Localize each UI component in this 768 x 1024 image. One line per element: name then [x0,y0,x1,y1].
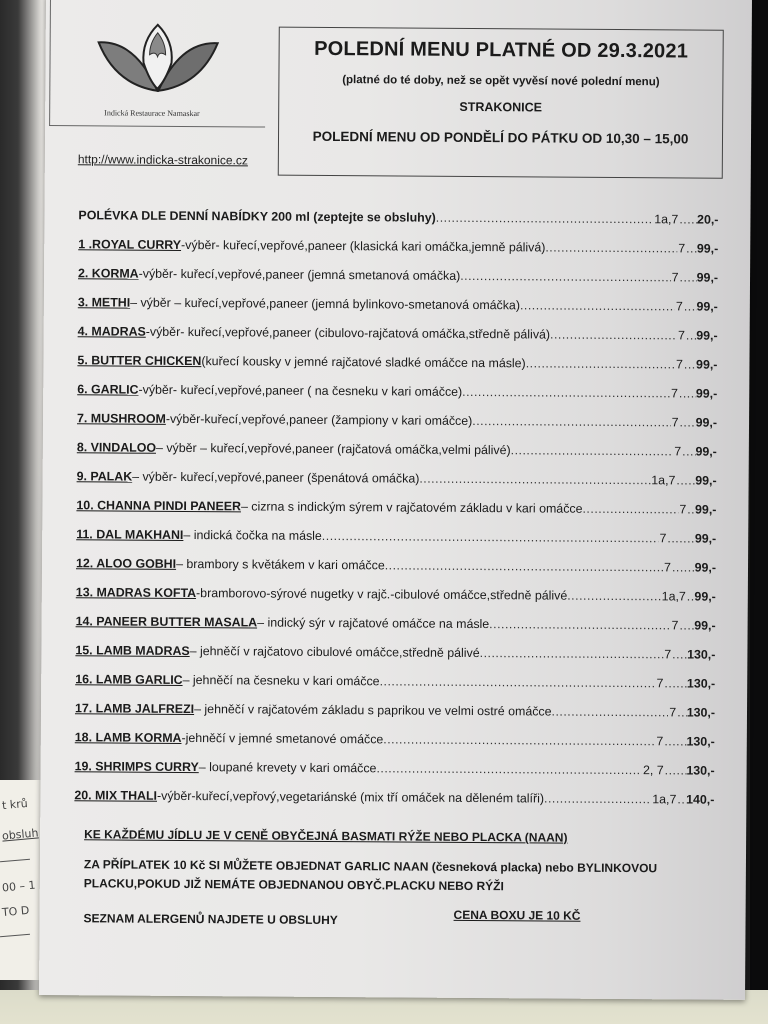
background-sheet-rule [0,934,30,938]
leader-dots [520,298,675,313]
extra-naan-line-2: PLACKU,POKUD JIŽ NEMÁTE OBJEDNANOU OBYČ.PLACKU NEBO RÝŽI [83,876,504,894]
leader-dots [686,241,697,255]
leader-dots [380,674,656,690]
item-allergens: 7 [656,734,664,749]
leader-dots [582,502,678,517]
background-sheet-rule [0,859,30,863]
item-description: -bramborovo-sýrové nugetky v rajč.-cibulové omáčce,středně pálivé [196,586,568,603]
leader-dots [679,415,695,429]
leader-dots [667,531,695,545]
leader-dots [665,763,687,777]
item-price: 99,- [696,328,718,343]
menu-item [75,701,715,723]
leader-dots [511,443,674,458]
item-price: 130,- [686,734,715,749]
menu-item [75,672,715,694]
rice-note: KE KAŽDÉMU JÍDLU JE V CENĚ OBYČEJNÁ BASMATI RÝŽE NEBO PLACKA (NAAN) [84,827,568,845]
leader-dots [419,472,650,488]
item-allergens: 1a,7 [661,589,686,604]
leader-dots [672,647,687,661]
item-name: 4. MADRAS [77,324,146,339]
city-label: STRAKONICE [459,99,543,115]
menu-item [75,643,715,665]
leader-dots [687,502,695,516]
item-name: 15. LAMB MADRAS [75,643,190,659]
item-description: -výběr-kuřecí,vepřové,paneer (žampiony v kari omáčce) [165,411,473,428]
item-price: 99,- [694,589,716,604]
item-price: 99,- [696,357,718,372]
item-description: – indický sýr v rajčatové omáčce na másle [257,615,490,632]
item-price: 99,- [695,502,717,517]
leader-dots [686,328,696,342]
item-allergens: 7 [669,705,677,720]
leader-dots [682,444,695,458]
validity-note: (platné do té doby, než se opět vyvěsí nové polední menu) [342,74,660,89]
menu-item [76,556,716,578]
item-allergens: 7 [659,531,667,546]
item-name: 20. MIX THALI [74,788,158,803]
leader-dots [664,676,687,690]
leader-dots [664,734,686,748]
leader-dots [436,211,654,227]
item-description: -výběr- kuřecí,vepřové,paneer (klasická kari omáčka,jemně pálivá) [181,237,546,255]
item-name: 18. LAMB KORMA [74,730,182,745]
background-sheet-text: 00 – 1 [1,878,37,895]
item-price: 130,- [686,676,716,691]
background-dark-right [750,0,768,1000]
leader-dots [462,385,670,400]
item-allergens: 1a,7 [654,212,679,227]
item-price: 99,- [694,618,716,633]
item-description: -výběr-kuřecí,vepřový,vegetariánské (mix tří omáček na děleném talíři) [156,788,545,806]
item-description: – výběr – kuřecí,vepřové,paneer (rajčatová omáčka,velmi pálivé) [155,440,511,458]
item-name: 19. SHRIMPS CURRY [74,759,199,775]
item-description: – jehněčí na česneku v kari omáčce [182,672,380,689]
item-allergens: 7 [671,415,679,430]
item-price: 99,- [696,241,719,256]
item-description: – jehněčí v rajčatovo cibulové omáčce,středně pálivé [189,644,480,661]
menu-item [75,730,715,752]
item-name: 6. GARLIC [77,382,139,397]
menu-item [78,295,718,317]
item-name: 16. LAMB GARLIC [75,672,183,687]
item-price: 130,- [687,647,716,662]
leader-dots [677,792,686,806]
item-name: 17. LAMB JALFREZI [74,701,195,717]
menu-item [77,411,717,433]
menu-item [77,353,717,375]
background-sheet-text: t krů [1,796,29,813]
item-allergens: 7 [671,618,679,633]
leader-dots [545,240,677,255]
leader-dots [679,212,697,226]
item-name: 1 .ROYAL CURRY [78,237,182,252]
item-allergens: 7 [656,676,664,691]
menu-item [75,759,715,781]
menu-sheet [39,0,752,1000]
item-description: – výběr- kuřecí,vepřové,paneer (špenátová omáčka) [132,469,420,486]
leader-dots [567,589,661,604]
item-price: 99,- [695,415,718,430]
item-allergens: 7 [664,647,672,662]
leader-dots [383,732,655,748]
item-price: 99,- [696,270,719,285]
item-name: 12. ALOO GOBHI [75,556,177,571]
background-sheet-text: TO D [1,903,30,920]
logo-caption: Indická Restaurace Namaskar [104,108,200,119]
item-name: 13. MADRAS KOFTA [75,585,197,601]
leader-dots [544,791,651,806]
leader-dots [550,328,677,343]
leader-dots [679,270,696,284]
menu-list [74,208,719,807]
leader-dots [676,473,695,487]
logo-block [49,0,266,128]
soup-row [78,208,718,230]
item-allergens: 7 [679,502,687,517]
box-price-note: CENA BOXU JE 10 KČ [453,907,581,923]
extra-naan-line-1: ZA PŘÍPLATEK 10 Kč SI MŮŽETE OBJEDNAT GARLIC NAAN (česneková placka) nebo BYLINKOVOU [83,857,658,876]
item-description: (kuřecí kousky v jemné rajčatové sladké omáčce na másle) [201,354,526,371]
leader-dots [376,761,642,777]
item-price: 99,- [695,444,717,459]
item-name: 2. KORMA [78,266,139,281]
item-price: 130,- [686,763,715,778]
footer-notes [84,827,705,927]
menu-item [78,324,718,346]
extra-naan-note [84,855,704,897]
menu-item [77,469,717,491]
item-price: 99,- [696,299,718,314]
item-name: 5. BUTTER CHICKEN [77,353,202,369]
leader-dots [322,529,659,545]
item-allergens: 7 [678,241,686,256]
item-name: 3. METHI [77,295,131,310]
allergens-note: SEZNAM ALERGENŮ NAJDETE U OBSLUHY [83,911,338,928]
leader-dots [687,589,695,603]
item-allergens: 7 [671,270,679,285]
leader-dots [672,560,695,574]
item-description: – brambory s květákem v kari omáčce [176,556,385,573]
item-description: -výběr- kuřecí,vepřové,paneer (cibulovo-rajčatová omáčka,středně pálivá) [145,324,551,342]
website-link[interactable]: http://www.indicka-strakonice.cz [77,152,248,168]
lotus-icon [95,22,220,93]
item-allergens: 7 [677,328,685,343]
leader-dots [480,646,664,661]
leader-dots [526,356,675,371]
menu-item [77,440,717,462]
menu-item [78,237,718,259]
item-name: 11. DAL MAKHANI [76,527,184,542]
item-price: 99,- [695,473,717,488]
page-title: POLEDNÍ MENU PLATNÉ OD 29.3.2021 [314,37,689,63]
leader-dots [489,617,670,632]
item-description: – indická čočka na másle [183,527,322,543]
item-description: – cizrna s indickým sýrem v rajčatovém základu v kari omáčce [240,499,583,516]
item-description: -jehněčí v jemné smetanové omáčce [181,730,384,747]
item-name: 14. PANEER BUTTER MASALA [75,614,258,630]
item-allergens: 7 [675,357,683,372]
menu-item [76,498,716,520]
background-sheet-text: obsluh [1,826,39,843]
item-allergens: 7 [670,386,678,401]
item-allergens: 7 [675,299,683,314]
item-description: -výběr- kuřecí,vepřové,paneer (jemná smetanová omáčka) [138,266,461,283]
item-name: 10. CHANNA PINDI PANEER [76,498,242,514]
item-allergens: 7 [664,560,672,575]
item-allergens: 1a,7 [652,792,677,807]
leader-dots [679,386,696,400]
leader-dots [677,705,687,719]
item-allergens: 2, 7 [642,763,664,778]
item-price: 140,- [686,792,715,807]
item-description: -výběr- kuřecí,vepřové,paneer ( na česneku v kari omáčce) [138,382,463,399]
menu-item [76,614,716,636]
leader-dots [684,299,697,313]
leader-dots [684,357,696,371]
menu-item [76,527,716,549]
item-description: – jehněčí v rajčatovém základu s paprikou ve velmi ostré omáčce [194,702,552,719]
footer-bottom-line [84,905,704,927]
leader-dots [679,618,694,632]
item-allergens: 7 [674,444,682,459]
leader-dots [552,705,669,720]
item-price: 99,- [694,531,717,546]
leader-dots [385,558,663,574]
item-price: 99,- [695,386,718,401]
item-description: – výběr – kuřecí,vepřové,paneer (jemná bylinkovo-smetanová omáčka) [130,295,521,313]
item-price: 99,- [694,560,717,575]
item-allergens: 1a,7 [651,473,676,488]
menu-item [78,266,718,288]
header-box [278,27,724,179]
menu-item [76,585,716,607]
item-description: – loupané krevety v kari omáčce [198,760,377,776]
menu-item [74,788,714,810]
item-name: 8. VINDALOO [76,440,157,455]
opening-hours: POLEDNÍ MENU OD PONDĚLÍ DO PÁTKU OD 10,30 – 15,00 [312,128,689,147]
item-name: 7. MUSHROOM [76,411,166,426]
leader-dots [472,414,670,429]
item-price: 130,- [686,705,716,720]
leader-dots [460,269,670,284]
item-name: 9. PALAK [76,469,133,484]
item-name: POLÉVKA DLE DENNÍ NABÍDKY 200 ml (zeptejte se obsluhy) [78,208,436,225]
item-price: 20,- [697,212,719,227]
menu-item [77,382,717,404]
